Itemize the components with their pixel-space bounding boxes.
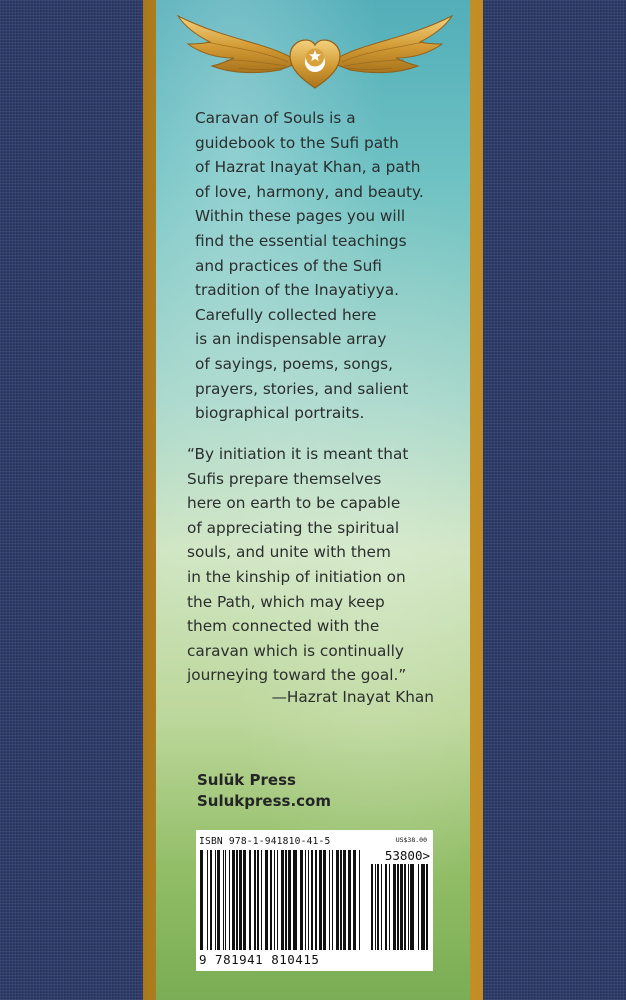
description-line: of love, harmony, and beauty. xyxy=(195,182,424,201)
quote-line: of appreciating the spiritual xyxy=(187,518,400,537)
publisher-website: Sulukpress.com xyxy=(197,792,331,810)
winged-heart-crescent-star-icon xyxy=(176,12,454,92)
isbn-text: ISBN 978-1-941810-41-5 xyxy=(199,836,331,847)
description-line: Carefully collected here xyxy=(195,305,377,324)
quote-line: Sufis prepare themselves xyxy=(187,469,382,488)
price-text: US$38.00 xyxy=(395,836,427,844)
quote-line: the Path, which may keep xyxy=(187,592,385,611)
barcode-label xyxy=(196,830,433,971)
description-line: Caravan of Souls is a xyxy=(195,109,356,127)
publisher-name: Sulūk Press xyxy=(197,771,296,789)
barcode-bars-main xyxy=(200,850,360,950)
description-line: biographical portraits. xyxy=(195,404,365,423)
description-line: of Hazrat Inayat Khan, a path xyxy=(195,158,421,177)
quote-line: caravan which is continually xyxy=(187,641,404,660)
description-line: prayers, stories, and salient xyxy=(195,379,409,398)
barcode-digits: 9 781941 810415 xyxy=(199,952,320,967)
cloth-cover-right xyxy=(482,0,626,1000)
book-description xyxy=(195,106,470,426)
description-line: Within these pages you will xyxy=(195,207,406,226)
quote-block xyxy=(187,442,463,688)
quote-line: here on earth to be capable xyxy=(187,494,401,513)
description-line: tradition of the Inayatiyya. xyxy=(195,281,399,300)
quote-line: in the kinship of initiation on xyxy=(187,567,406,586)
cloth-cover-left xyxy=(0,0,144,1000)
back-cover-panel xyxy=(156,0,470,1000)
description-line: guidebook to the Sufi path xyxy=(195,133,399,152)
description-line: of sayings, poems, songs, xyxy=(195,354,393,373)
quote-attribution: —Hazrat Inayat Khan xyxy=(271,688,434,706)
price-code-text: 53800> xyxy=(384,848,430,863)
barcode-bars-addon xyxy=(371,864,429,950)
description-line: find the essential teachings xyxy=(195,231,407,250)
quote-line: souls, and unite with them xyxy=(187,543,391,562)
quote-line: journeying toward the goal.” xyxy=(187,666,407,685)
description-line: and practices of the Sufi xyxy=(195,256,382,275)
quote-line: them connected with the xyxy=(187,617,380,636)
publisher-block xyxy=(197,770,331,812)
description-line: is an indispensable array xyxy=(195,330,387,349)
quote-line: “By initiation it is meant that xyxy=(187,445,409,463)
